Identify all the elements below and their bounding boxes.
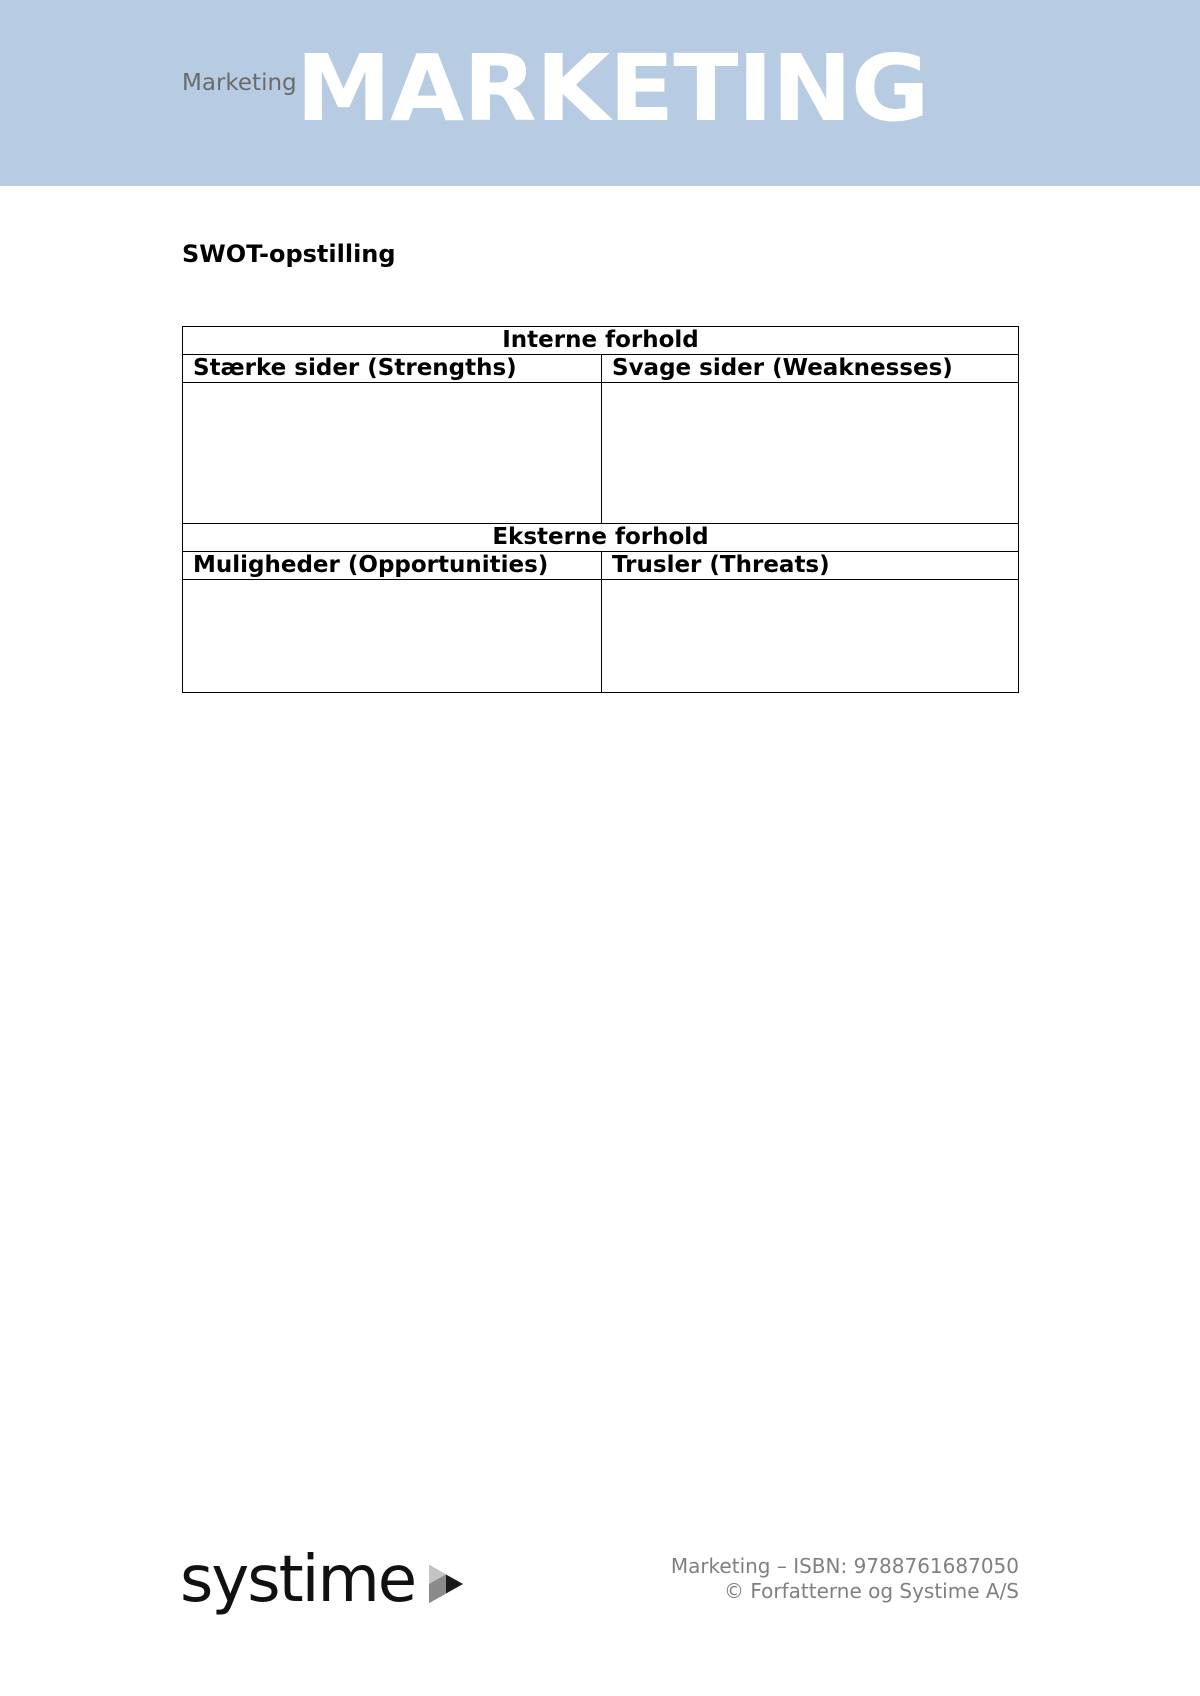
external-labels-row: [183, 552, 1019, 580]
internal-heading-row: [183, 327, 1019, 355]
swot-table: [182, 326, 1019, 693]
header-big-title: MARKETING: [296, 35, 929, 142]
external-heading-row: [183, 524, 1019, 552]
header-small-title: Marketing: [182, 70, 297, 96]
external-heading: Eksterne forhold: [183, 524, 1019, 552]
footer-isbn-line: Marketing – ISBN: 9788761687050: [670, 1554, 1019, 1578]
footer-info: [671, 1554, 1019, 1604]
strengths-cell[interactable]: [183, 383, 602, 524]
threats-cell[interactable]: [602, 580, 1019, 693]
external-content-row: [183, 580, 1019, 693]
play-arrow-icon: [429, 1565, 463, 1603]
threats-label: Trusler (Threats): [602, 552, 1019, 580]
page-title: SWOT-opstilling: [182, 240, 396, 268]
weaknesses-label: Svage sider (Weaknesses): [602, 355, 1019, 383]
opportunities-cell[interactable]: [183, 580, 602, 693]
strengths-label: Stærke sider (Strengths): [183, 355, 602, 383]
internal-labels-row: [183, 355, 1019, 383]
internal-content-row: [183, 383, 1019, 524]
opportunities-label: Muligheder (Opportunities): [183, 552, 602, 580]
footer-copyright-line: © Forfatterne og Systime A/S: [724, 1579, 1019, 1603]
systime-logo-text: systime: [180, 1543, 416, 1617]
internal-heading: Interne forhold: [183, 327, 1019, 355]
header-band: [0, 0, 1200, 186]
weaknesses-cell[interactable]: [602, 383, 1019, 524]
systime-logo: [180, 1540, 463, 1620]
